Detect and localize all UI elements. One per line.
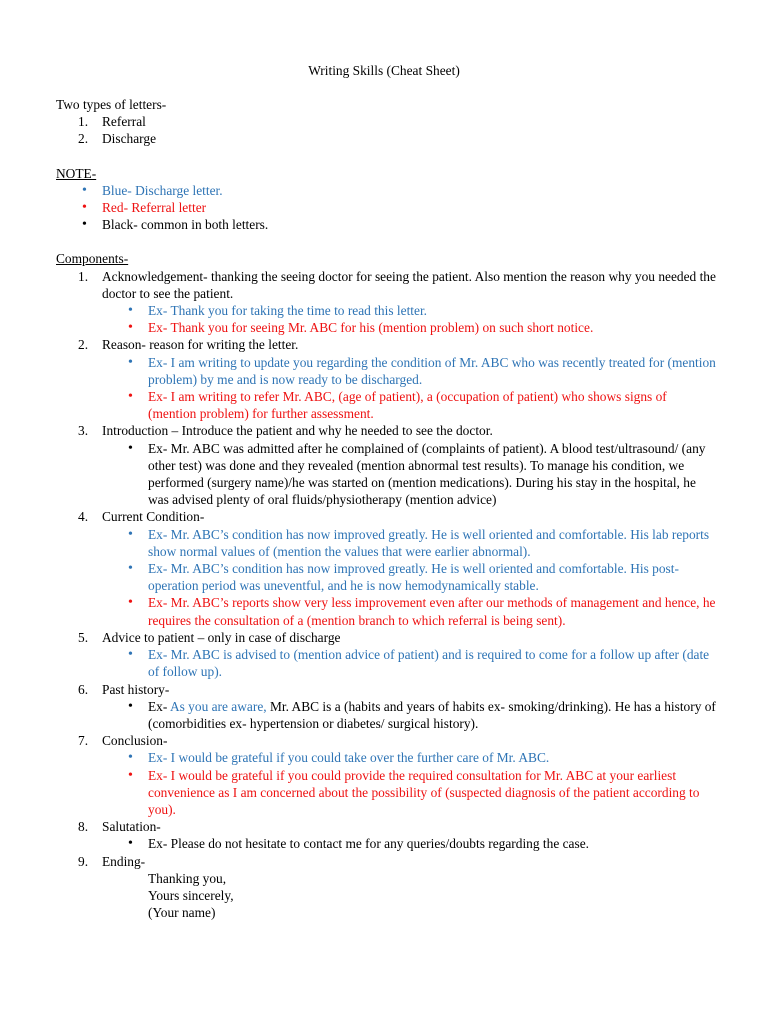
list-item — [56, 130, 716, 147]
example-discharge: • Ex- I am writing to update you regarding the condition of Mr. ABC who was recently treated for (mention problem) by me and is now ready to be discharged. — [56, 354, 716, 388]
ending-block — [56, 870, 716, 922]
ending-line: Thanking you, — [148, 870, 227, 886]
example-referral: • Ex- I am writing to refer Mr. ABC, (age of patient), a (occupation of patient) who shows signs of (mention problem) for further assessment. — [56, 388, 716, 422]
component-text: Ending- — [102, 853, 146, 869]
component-text: Advice to patient – only in case of discharge — [102, 629, 341, 645]
list-number: 7. — [78, 733, 89, 749]
letter-type-discharge: Discharge — [102, 131, 157, 147]
list-number: 3. — [78, 423, 89, 439]
letter-types-list — [56, 113, 716, 147]
example-discharge: • Ex- Thank you for taking the time to read this letter. — [56, 302, 716, 319]
component-introduction — [56, 422, 716, 439]
example-list — [56, 354, 716, 423]
component-ending — [56, 853, 716, 870]
note-black: • Black- common in both letters. — [56, 216, 716, 233]
list-number: 9. — [78, 853, 89, 869]
list-number: 2. — [78, 131, 89, 147]
example-referral: • Ex- Mr. ABC’s reports show very less improvement even after our methods of management and hence, he requires the consultation of a (mention branch to which referral is being sent). — [56, 594, 716, 628]
list-number: 5. — [78, 629, 89, 645]
example-referral: • Ex- Thank you for seeing Mr. ABC for his (mention problem) on such short notice. — [56, 319, 716, 336]
example-list — [56, 440, 716, 509]
letter-type-referral: Referral — [102, 114, 146, 130]
component-current-condition — [56, 508, 716, 525]
component-text: Conclusion- — [102, 733, 168, 749]
component-text: Introduction – Introduce the patient and why he needed to see the doctor. — [102, 423, 493, 439]
example-discharge: • Ex- I would be grateful if you could take over the further care of Mr. ABC. — [56, 749, 716, 766]
component-conclusion — [56, 732, 716, 749]
component-text: Salutation- — [102, 819, 161, 835]
list-number: 6. — [78, 681, 89, 697]
component-text: Reason- reason for writing the letter. — [102, 337, 299, 353]
component-past-history — [56, 681, 716, 698]
example-list — [56, 698, 716, 732]
ending-line: (Your name) — [148, 905, 216, 921]
example-list — [56, 526, 716, 629]
example-discharge: • Ex- Mr. ABC is advised to (mention advice of patient) and is required to come for a follow up after (date of follow up). — [56, 646, 716, 680]
component-reason — [56, 336, 716, 353]
list-number: 4. — [78, 509, 89, 525]
example-referral: • Ex- I would be grateful if you could provide the required consultation for Mr. ABC at your earliest convenience as I am concerned about the possibility of (suspected diagnosis of the patient according to you). — [56, 767, 716, 819]
example-list — [56, 302, 716, 336]
example-prefix: Ex- — [148, 698, 170, 714]
list-number: 2. — [78, 337, 89, 353]
component-text: Past history- — [102, 681, 170, 697]
components-heading: Components- — [56, 251, 129, 267]
list-number: 1. — [78, 114, 89, 130]
ending-line: Yours sincerely, — [148, 887, 234, 903]
note-red: • Red- Referral letter — [56, 199, 716, 216]
list-number: 8. — [78, 819, 89, 835]
component-text: Current Condition- — [102, 509, 205, 525]
component-advice — [56, 629, 716, 646]
component-salutation — [56, 818, 716, 835]
list-item — [56, 113, 716, 130]
components-list — [56, 268, 716, 922]
example-discharge: • Ex- Mr. ABC’s condition has now improved greatly. He is well oriented and comfortable. His lab reports show normal values of (mention the values that were earlier abnormal). — [56, 526, 716, 560]
example-list — [56, 835, 716, 852]
example-highlight: As you are aware, — [169, 698, 267, 714]
types-heading: Two types of letters- — [56, 97, 167, 112]
list-number: 1. — [78, 268, 89, 284]
example-rest: Mr. ABC is a (habits and years of habits ex- smoking/drinking). He has a history of (comorbidities ex- hypertension or diabetes/ surgical history). — [148, 698, 716, 731]
example-list — [56, 646, 716, 680]
example-common: • Ex- Please do not hesitate to contact me for any queries/doubts regarding the case. — [56, 835, 716, 852]
note-list — [56, 182, 716, 234]
example-list — [56, 749, 716, 818]
document-title: Writing Skills (Cheat Sheet) — [308, 63, 460, 78]
component-text: Acknowledgement- thanking the seeing doctor for seeing the patient. Also mention the reason why you needed the doctor to see the patient. — [102, 268, 716, 301]
example-common: • Ex- Mr. ABC was admitted after he complained of (complaints of patient). A blood test/ultrasound/ (any other test) was done and they revealed (mention abnormal test results). To manage his condition, we performed (surgery name)/he was started on (mention medications). During his stay in the hospital, he was advised plenty of oral fluids/physiotherapy (mention advice) — [56, 440, 716, 509]
note-heading: NOTE- — [56, 165, 97, 181]
example-mixed — [56, 698, 716, 732]
note-blue: • Blue- Discharge letter. — [56, 182, 716, 199]
component-acknowledgement — [56, 268, 716, 302]
example-discharge: • Ex- Mr. ABC’s condition has now improved greatly. He is well oriented and comfortable. His post-operation period was uneventful, and he is now hemodynamically stable. — [56, 560, 716, 594]
document-body — [56, 96, 716, 921]
